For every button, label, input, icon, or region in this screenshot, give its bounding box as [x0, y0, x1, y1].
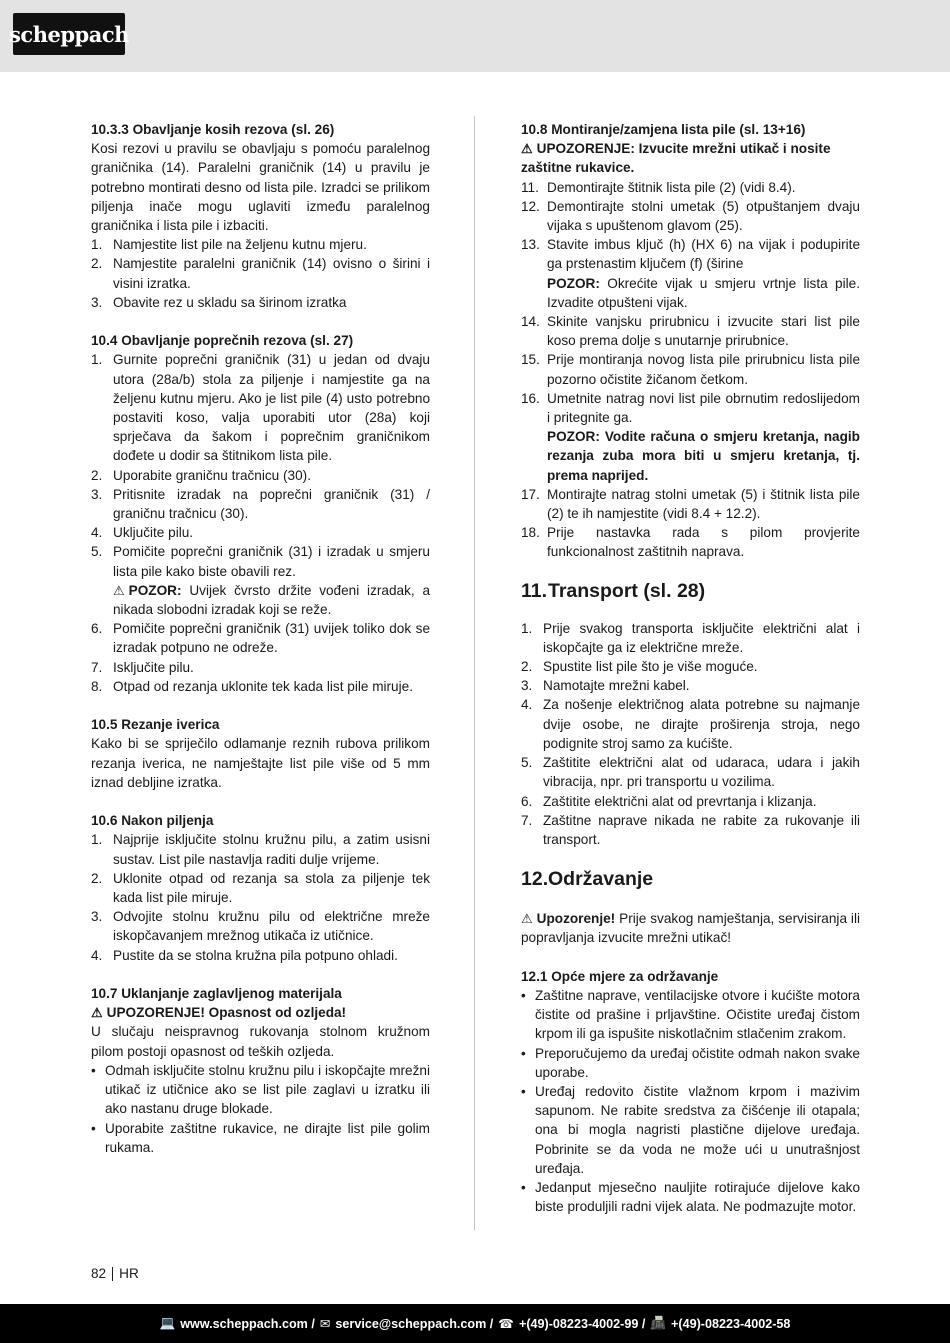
list-item	[521, 312, 860, 350]
bullets-12-1	[521, 986, 860, 1216]
bullet-icon: •	[521, 1045, 526, 1061]
list-item	[521, 676, 860, 695]
step-text: Odvojite stolnu kružnu pilu od električne mreže iskopčavanjem mrežnog utikača iz utičnice.	[113, 909, 430, 944]
step-text: Namjestite list pile na željenu kutnu mjeru.	[113, 237, 367, 253]
bullet-icon: •	[521, 1179, 526, 1195]
bullet-text: Jedanput mjesečno nauljite rotirajuće dijelove kako biste produljili radni vijek alata. Ne podmazujte motor.	[535, 1179, 860, 1215]
phone-icon: ☎	[498, 1317, 514, 1331]
warning-paragraph-12	[521, 909, 860, 947]
step-text: Otpad od rezanja uklonite tek kada list pile miruje.	[113, 678, 413, 694]
list-item	[521, 986, 860, 1044]
list-item	[521, 1044, 860, 1082]
step-text: Uklonite otpad od rezanja sa stola za piljenje tek kada list pile miruje.	[113, 870, 430, 906]
list-item	[91, 542, 430, 619]
contact-bar	[0, 1304, 950, 1343]
step-text: Montirajte natrag stolni umetak (5) i štitnik lista pile (2) te ih namjestite (vidi 8.4 + 12.2).	[547, 486, 860, 522]
right-column	[521, 120, 860, 1216]
step-number: 2.	[91, 256, 103, 272]
bullets-10-7	[91, 1061, 430, 1157]
list-item	[91, 907, 430, 945]
step-text: Prije montiranja novog lista pile prirubnicu lista pile pozorno očistite žičanom četkom.	[547, 352, 860, 387]
list-item	[91, 466, 430, 485]
list-item	[91, 869, 430, 907]
step-text: Prije svakog transporta isključite električni alat i iskopčajte ga iz električne mreže.	[543, 620, 860, 655]
step-text: Pustite da se stolna kružna pila potpuno ohladi.	[113, 947, 398, 963]
bullet-icon: •	[521, 1083, 526, 1099]
step-text: Namjestite paralelni graničnik (14) ovisno o širini i visini izratka.	[113, 256, 430, 291]
section-title-10-3-3: 10.3.3 Obavljanje kosih rezova (sl. 26)	[91, 122, 335, 137]
step-text: Zaštitite električni alat od prevrtanja i klizanja.	[543, 793, 817, 809]
column-divider	[474, 116, 475, 1230]
list-item	[521, 1082, 860, 1178]
list-item	[91, 946, 430, 965]
note-label: POZOR:	[547, 275, 600, 291]
steps-10-4	[91, 350, 430, 696]
step-number: 13.	[521, 237, 540, 253]
phone-number: +(49)-08223-4002-99 /	[518, 1316, 646, 1331]
warning-label: POZOR:	[128, 582, 182, 598]
step-number: 6.	[521, 793, 533, 809]
warning-line-10-8	[521, 139, 860, 177]
step-number: 1.	[521, 620, 533, 636]
step-text: Umetnite natrag novi list pile obrnutim redoslijedom i pritegnite ga.	[547, 390, 860, 426]
list-item	[521, 178, 860, 197]
warning-triangle-icon: ⚠	[521, 911, 533, 927]
list-item	[91, 619, 430, 657]
section-intro-10-3-3: Kosi rezovi u pravilu se obavljaju s pomoću paralelnog graničnika (14). Paralelni graničnik (14) u pravilu je potrebno montirati desno od lista pile. Izradci se prilikom piljenja inače mogu uglaviti između paralelnog graničnika i lista pile i izbaciti.	[91, 141, 430, 234]
step-number: 11.	[521, 179, 539, 195]
step-number: 15.	[521, 352, 540, 368]
list-item	[91, 658, 430, 677]
section-text-10-5: Kako bi se spriječilo odlamanje reznih rubova prilikom rezanja iverica, ne namještajte list pile više od 5 mm iznad debljine izratka.	[91, 736, 430, 790]
warning-text: Prije svakog namještanja, servisiranja ili popravljanja izvucite mrežni utikač!	[521, 911, 860, 946]
step-number: 1.	[91, 832, 103, 848]
list-item	[521, 350, 860, 388]
step-text: Pomičite poprečni graničnik (31) uvijek toliko dok se izradak potpuno ne odreže.	[113, 621, 430, 656]
chapter-title-12	[521, 867, 860, 891]
bullet-text: Odmah isključite stolnu kružnu pilu i iskopčajte mrežni utikač iz utičnice ako se list pile zaglavi u izratku ili ako nastanu druge blokade.	[105, 1062, 430, 1117]
steps-10-6	[91, 830, 430, 964]
step-number: 6.	[91, 621, 103, 637]
steps-11	[521, 619, 860, 849]
warning-triangle-icon: ⚠	[521, 141, 533, 157]
list-item	[521, 753, 860, 791]
chapter-number: 11.	[521, 579, 548, 602]
step-text: Pritisnite izradak na poprečni graničnik (31) / graničnu tračnicu (30).	[113, 486, 430, 522]
chapter-title-11	[521, 579, 860, 603]
step-number: 7.	[91, 659, 103, 675]
step-text: Za nošenje električnog alata potrebne su najmanje dvije osobe, ne dirajte proširenja stroja, nego podignite stroj samo za kućište.	[543, 697, 860, 751]
section-title-10-8: 10.8 Montiranje/zamjena lista pile (sl. 13+16)	[521, 122, 806, 137]
step-text: Prije nastavka rada s pilom provjerite funkcionalnost zaštitnih naprava.	[547, 525, 860, 560]
list-item	[91, 293, 430, 312]
section-title-10-7: 10.7 Uklanjanje zaglavljenog materijala	[91, 986, 342, 1002]
step-number: 12.	[521, 198, 540, 214]
bullet-icon: •	[521, 987, 526, 1003]
step-text: Obavite rez u skladu sa širinom izratka	[113, 294, 347, 310]
step-number: 14.	[521, 314, 540, 330]
section-title-10-5: 10.5 Rezanje iverica	[91, 717, 220, 733]
left-column	[91, 120, 430, 1157]
list-item	[91, 485, 430, 523]
chapter-text: Održavanje	[548, 868, 654, 891]
step-number: 3.	[91, 294, 103, 310]
step-text: Skinite vanjsku prirubnicu i izvucite stari list pile koso prema dolje s unutarnje prirubnice.	[547, 314, 860, 349]
step-text: Spustite list pile što je više moguće.	[543, 659, 758, 675]
note-text: POZOR: Vodite računa o smjeru kretanja, nagib rezanja zuba mora biti u smjeru kretanja, tj. prema naprijed.	[547, 429, 860, 483]
bullet-icon: •	[91, 1062, 96, 1078]
list-item	[91, 523, 430, 542]
list-item	[521, 523, 860, 561]
step-text: Uključite pilu.	[113, 525, 194, 541]
bullet-text: Zaštitne naprave, ventilacijske otvore i kućište motora čistite od prašine i prljavštine. Očistite uređaj čistom krpom ili ga ispušite niskotlačnim stlačenim zrakom.	[535, 987, 860, 1042]
step-number: 1.	[91, 352, 103, 368]
step-number: 16.	[521, 390, 540, 406]
warning-line-10-7	[91, 1003, 430, 1022]
scheppach-logo: scheppach	[13, 13, 125, 55]
section-text-10-7: U slučaju neispravnog rukovanja stolnom kružnom pilom postoji opasnost od teških ozljeda.	[91, 1024, 430, 1059]
list-item	[521, 235, 860, 312]
step-number: 4.	[91, 947, 103, 963]
language-code: HR	[119, 1266, 139, 1281]
step-text: Demontirajte štitnik lista pile (2) (vidi 8.4).	[547, 179, 796, 195]
page-footer	[91, 1266, 139, 1281]
warning-text: UPOZORENJE! Opasnost od ozljeda!	[106, 1005, 347, 1021]
list-item	[521, 792, 860, 811]
step-number: 3.	[91, 486, 103, 502]
header-band	[0, 0, 950, 72]
step-number: 8.	[91, 678, 103, 694]
warning-label: Upozorenje!	[536, 911, 616, 927]
list-item	[521, 485, 860, 523]
bullet-text: Preporučujemo da uređaj očistite odmah nakon svake uporabe.	[535, 1045, 860, 1080]
footer-separator	[112, 1267, 113, 1281]
steps-10-3-3	[91, 235, 430, 312]
step-number: 7.	[521, 812, 533, 828]
list-item	[521, 389, 860, 485]
step-text: Namotajte mrežni kabel.	[543, 678, 690, 694]
list-item	[521, 657, 860, 676]
list-item	[521, 197, 860, 235]
step-text: Gurnite poprečni graničnik (31) u jedan od dvaju utora (28a/b) stola za piljenje i namjestite ga na željenu kutnu mjeru. Ako je list pile (4) usto potrebno postaviti koso, valja uporabiti utor (28a) koji sprječava da šakom i poprečnim graničnikom dođete u dodir sa štitnikom lista pile.	[113, 352, 430, 464]
list-item	[91, 235, 430, 254]
steps-10-8	[521, 178, 860, 562]
page-number: 82	[91, 1266, 107, 1281]
list-item	[91, 677, 430, 696]
step-text: Zaštitne naprave nikada ne rabite za rukovanje ili transport.	[543, 812, 860, 847]
computer-icon: 💻	[159, 1316, 176, 1330]
website-link[interactable]: www.scheppach.com /	[180, 1316, 315, 1331]
step-text: Isključite pilu.	[113, 659, 194, 675]
step-text: Najprije isključite stolnu kružnu pilu, a zatim usisni sustav. List pile nastavlja raditi dulje vrijeme.	[113, 832, 430, 867]
list-item	[91, 1119, 430, 1157]
fax-icon: 📠	[650, 1316, 667, 1330]
step-text: Uporabite graničnu tračnicu (30).	[113, 467, 311, 483]
list-item	[521, 811, 860, 849]
step-number: 2.	[91, 870, 103, 886]
section-title-10-6: 10.6 Nakon piljenja	[91, 813, 214, 829]
list-item	[91, 830, 430, 868]
step-text: Zaštitite električni alat od udaraca, udara i jakih vibracija, npr. pri transportu u vozilima.	[543, 755, 860, 790]
step-number: 4.	[91, 525, 103, 541]
list-item	[521, 695, 860, 753]
email-link[interactable]: service@scheppach.com /	[335, 1316, 494, 1331]
list-item	[91, 350, 430, 465]
bullet-text: Uporabite zaštitne rukavice, ne dirajte list pile golim rukama.	[105, 1120, 430, 1155]
step-number: 2.	[91, 467, 103, 483]
chapter-number: 12.	[521, 868, 549, 891]
section-title-12-1: 12.1 Opće mjere za održavanje	[521, 968, 719, 984]
step-number: 4.	[521, 697, 533, 713]
step-number: 17.	[521, 486, 540, 502]
step-number: 18.	[521, 525, 540, 541]
step-number: 3.	[91, 909, 103, 925]
list-item	[91, 254, 430, 292]
step-number: 2.	[521, 659, 533, 675]
bullet-icon: •	[91, 1120, 96, 1136]
warning-text: UPOZORENJE: Izvucite mrežni utikač i nosite zaštitne rukavice.	[521, 141, 831, 176]
warning-triangle-icon: ⚠	[91, 1005, 103, 1021]
warning-text: Uvijek čvrsto držite vođeni izradak, a nikada slobodni izradak koji se reže.	[113, 582, 430, 618]
step-number: 1.	[91, 237, 103, 253]
list-item	[91, 1061, 430, 1119]
step-number: 5.	[521, 755, 533, 771]
fax-number: +(49)-08223-4002-58	[671, 1316, 791, 1331]
step-number: 5.	[91, 544, 103, 560]
step-number: 3.	[521, 678, 533, 694]
bullet-text: Uređaj redovito čistite vlažnom krpom i mazivim sapunom. Ne rabite sredstva za čišćenje ili otapala; ona bi mogla nagristi plastične dijelove uređaja. Pobrinite se da voda ne može ući u unutrašnjost uređaja.	[535, 1083, 860, 1176]
step-text: Demontirajte stolni umetak (5) otpuštanjem dvaju vijaka s upuštenom glavom (25).	[547, 198, 860, 234]
section-title-10-4: 10.4 Obavljanje poprečnih rezova (sl. 27)	[91, 333, 354, 349]
step-text: Pomičite poprečni graničnik (31) i izradak u smjeru lista pile kako biste obavili rez.	[113, 544, 430, 579]
note-text: Okrećite vijak u smjeru vrtnje lista pile. Izvadite otpušteni vijak.	[547, 275, 860, 310]
chapter-text: Transport (sl. 28)	[548, 579, 706, 602]
step-text: Stavite imbus ključ (h) (HX 6) na vijak i podupirite ga prstenastim ključem (f) (širine	[547, 237, 860, 272]
email-icon: ✉	[319, 1317, 331, 1331]
list-item	[521, 1178, 860, 1216]
list-item	[521, 619, 860, 657]
warning-triangle-icon: ⚠	[113, 582, 125, 598]
